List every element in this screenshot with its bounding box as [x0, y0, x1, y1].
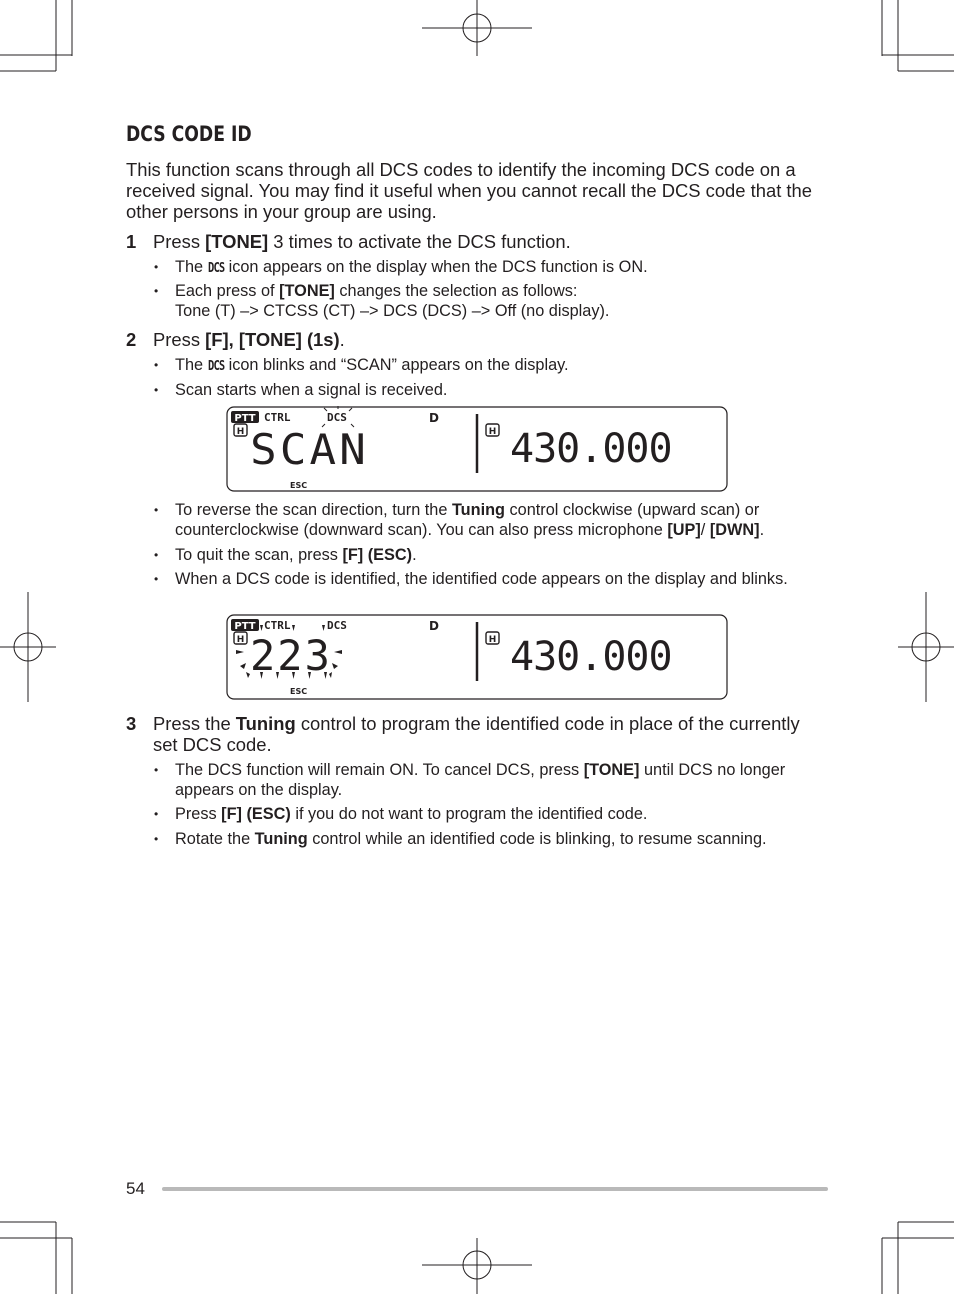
- step-number: 1: [126, 231, 137, 252]
- ctrl-label: CTRL: [264, 619, 291, 632]
- ptt-label: PTT: [234, 621, 256, 632]
- svg-text:H: H: [236, 635, 245, 645]
- svg-text:H: H: [488, 427, 497, 437]
- bullet-dot: •: [154, 260, 159, 274]
- bullet-dot: •: [154, 572, 159, 586]
- lcd-frequency: 430.000: [510, 634, 672, 680]
- d-indicator: D: [429, 619, 439, 633]
- section-title: DCS CODE ID: [126, 122, 252, 146]
- lcd-left-readout: 223: [250, 631, 332, 680]
- dcs-icon: DCS: [207, 359, 224, 374]
- footer-rule: [162, 1187, 828, 1191]
- bullet-dot: •: [154, 503, 159, 517]
- d-indicator: D: [429, 411, 439, 425]
- esc-label: ESC: [290, 481, 308, 490]
- ptt-label: PTT: [234, 413, 256, 424]
- ctrl-label: CTRL: [264, 411, 291, 424]
- dcs-label: DCS: [327, 619, 347, 632]
- bullet-dot: •: [154, 548, 159, 562]
- lcd-display-scan: [226, 406, 728, 492]
- svg-text:H: H: [236, 427, 245, 437]
- bullet-dot: •: [154, 832, 159, 846]
- lcd-frequency: 430.000: [510, 426, 672, 472]
- svg-text:H: H: [488, 635, 497, 645]
- step-text: Press the Tuning control to program the identified code in place of the currently set DCS code.: [153, 713, 800, 755]
- bullet-dot: •: [154, 358, 159, 372]
- intro-paragraph: This function scans through all DCS codes to identify the incoming DCS code on a received signal. You may find it useful when you cannot recall the DCS code that the other persons in your group are using.: [126, 159, 812, 222]
- dcs-label: DCS: [327, 411, 347, 424]
- step-text: Press [TONE] 3 times to activate the DCS function.: [153, 231, 571, 252]
- step-number: 3: [126, 713, 137, 734]
- bullet-dot: •: [154, 383, 159, 397]
- lcd-display-code: [226, 614, 728, 700]
- esc-label: ESC: [290, 687, 308, 696]
- step-number: 2: [126, 329, 137, 350]
- page-number: 54: [126, 1179, 145, 1198]
- bullet-dot: •: [154, 807, 159, 821]
- bullet-dot: •: [154, 763, 159, 777]
- step-text: Press [F], [TONE] (1s).: [153, 329, 345, 350]
- dcs-icon: DCS: [207, 261, 224, 276]
- bullet-dot: •: [154, 284, 159, 298]
- lcd-left-readout: SCAN: [250, 425, 369, 475]
